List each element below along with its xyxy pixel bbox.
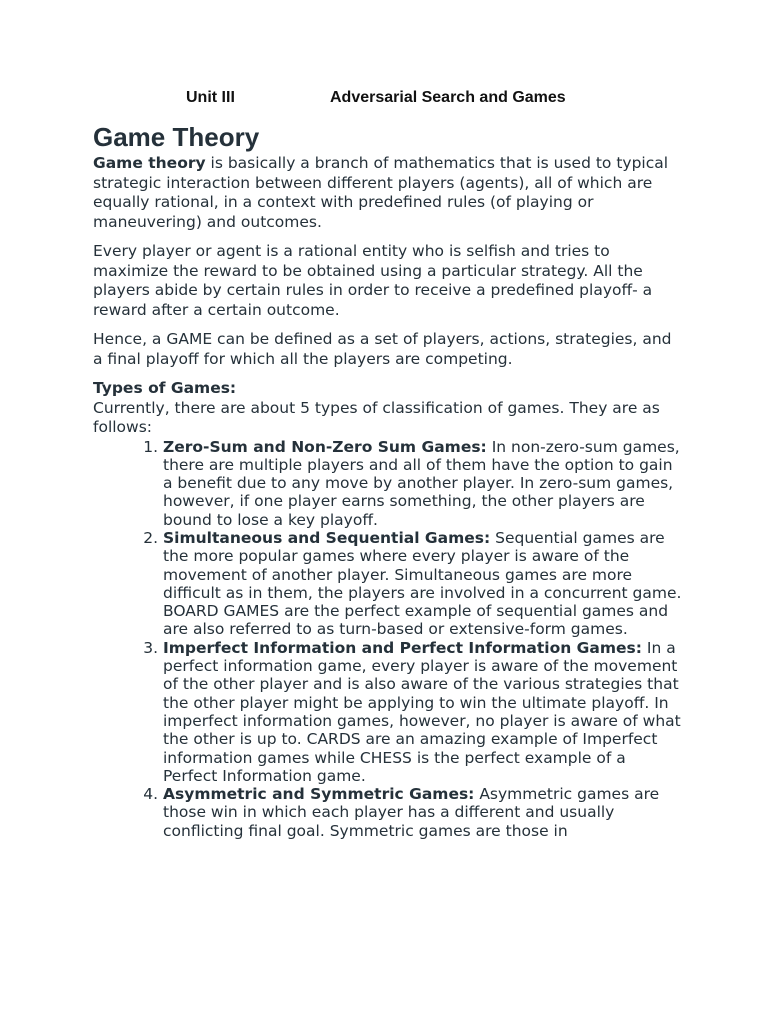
list-item-text: In a perfect information game, every player is aware of the movement of the other player and is also aware of the various strategies that the other player might be applying to win the ultimate playoff. In imperfect information games, however, no player is aware of what the other is up to. CARDS are an amazing example of Imperfect information games while CHESS is the perfect example of a Perfect Information game. [163, 638, 681, 785]
document-body [93, 121, 683, 840]
intro-text: is basically a branch of mathematics that is used to typical strategic interaction between different players (agents), all of which are equally rational, in a context with predefined rules (of playing or maneuvering) and outcomes. [93, 154, 669, 231]
types-heading: Types of Games: [93, 379, 237, 397]
list-item [163, 785, 683, 840]
list-item-title: Imperfect Information and Perfect Information Games: [163, 638, 642, 657]
intro-paragraph [93, 154, 683, 232]
rational-player-paragraph: Every player or agent is a rational entity who is selfish and tries to maximize the reward to be obtained using a particular strategy. All the players abide by certain rules in order to receive a predefined playoff- a reward after a certain outcome. [93, 242, 653, 319]
list-item [163, 438, 683, 529]
section-heading: Game Theory [93, 122, 260, 152]
list-item-title: Zero-Sum and Non-Zero Sum Games: [163, 437, 487, 456]
page-header [0, 89, 768, 111]
game-definition-paragraph: Hence, a GAME can be defined as a set of players, actions, strategies, and a final playoff for which all the players are competing. [93, 330, 672, 368]
list-item-title: Asymmetric and Symmetric Games: [163, 785, 475, 804]
list-item-text: In non-zero-sum games, there are multiple players and all of them have the option to gain a benefit due to any move by another player. In zero-sum games, however, if one player earns something, the other players are bound to lose a key playoff. [163, 437, 680, 529]
types-intro-text: Currently, there are about 5 types of classification of games. They are as follows: [93, 398, 660, 436]
types-intro-paragraph [93, 379, 683, 438]
intro-term: Game theory [93, 154, 206, 172]
list-item-text: Asymmetric games are those win in which each player has a different and usually conflicting final goal. Symmetric games are those in [163, 785, 660, 840]
game-types-list [93, 438, 683, 841]
list-item [163, 639, 683, 785]
list-item-title: Simultaneous and Sequential Games: [163, 528, 491, 547]
unit-label: Unit III [186, 89, 235, 106]
list-item-text: Sequential games are the more popular games where every player is aware of the movement of another player. Simultaneous games are more difficult as in them, the players are involved in a concurrent game. BOARD GAMES are the perfect example of sequential games and are also referred to as turn-based or extensive-form games. [163, 528, 682, 639]
subject-title: Adversarial Search and Games [330, 89, 566, 106]
list-item [163, 529, 683, 639]
